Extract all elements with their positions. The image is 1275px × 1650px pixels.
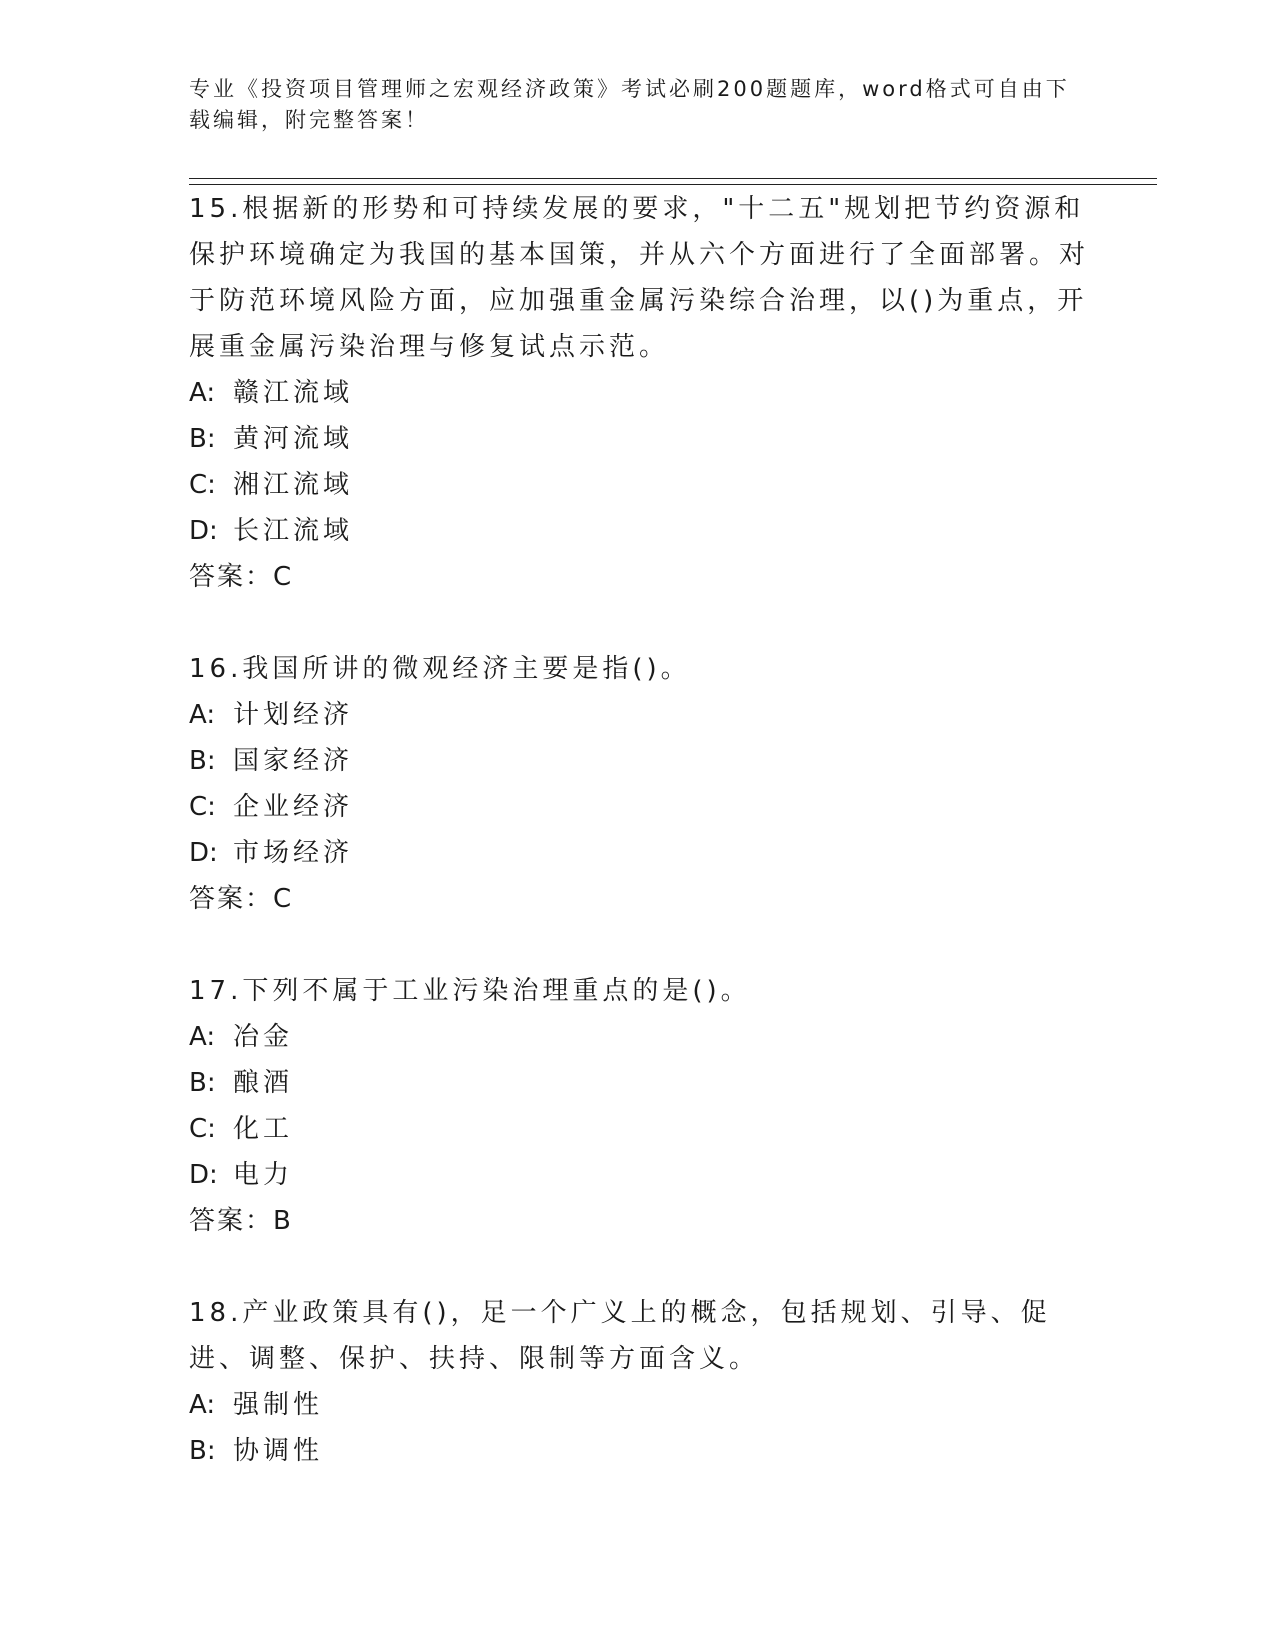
question-stem: 18.产业政策具有()，足一个广义上的概念，包括规划、引导、促进、调整、保护、扶持、限制等方面含义。: [189, 1298, 1051, 1374]
question-stem: 15.根据新的形势和可持续发展的要求，"十二五"规划把节约资源和保护环境确定为我国的基本国策，并从六个方面进行了全面部署。对于防范环境风险方面，应加强重金属污染综合治理，以()为重点，开展重金属污染治理与修复试点示范。: [189, 194, 1090, 362]
option-b: [189, 416, 1089, 462]
option-text: 湘江流域: [233, 470, 354, 500]
question-18: [189, 1290, 1089, 1474]
header-divider-top: [189, 178, 1157, 179]
option-d: [189, 1152, 1089, 1198]
option-key: C:: [189, 1114, 216, 1144]
option-d: [189, 508, 1089, 554]
option-key: A:: [189, 1390, 216, 1420]
option-a: [189, 1382, 1089, 1428]
option-c: [189, 784, 1089, 830]
option-text: 企业经济: [233, 792, 354, 822]
option-text: 赣江流域: [233, 378, 354, 408]
answer-line: 答案：C: [189, 562, 294, 592]
document-header: 专业《投资项目管理师之宏观经济政策》考试必刷200题题库，word格式可自由下载编辑，附完整答案！: [189, 77, 1070, 132]
question-16: [189, 646, 1089, 922]
option-b: [189, 1428, 1089, 1474]
option-key: A:: [189, 1022, 216, 1052]
option-key: C:: [189, 792, 216, 822]
option-d: [189, 830, 1089, 876]
option-key: D:: [189, 838, 218, 868]
option-text: 强制性: [233, 1390, 324, 1420]
option-key: D:: [189, 516, 218, 546]
question-17: [189, 968, 1089, 1244]
option-a: [189, 1014, 1089, 1060]
option-c: [189, 462, 1089, 508]
answer-line: 答案：B: [189, 1206, 293, 1236]
question-stem: 16.我国所讲的微观经济主要是指()。: [189, 654, 691, 684]
header-divider-bottom: [189, 184, 1157, 185]
option-a: [189, 370, 1089, 416]
option-key: B:: [189, 424, 216, 454]
option-text: 计划经济: [233, 700, 354, 730]
option-text: 长江流域: [233, 516, 354, 546]
option-text: 协调性: [233, 1436, 324, 1466]
option-text: 黄河流域: [233, 424, 354, 454]
option-text: 电力: [233, 1160, 294, 1190]
question-15: [189, 186, 1089, 600]
option-key: B:: [189, 1436, 216, 1466]
option-text: 冶金: [233, 1022, 294, 1052]
answer-line: 答案：C: [189, 884, 294, 914]
option-key: A:: [189, 700, 216, 730]
option-c: [189, 1106, 1089, 1152]
question-stem: 17.下列不属于工业污染治理重点的是()。: [189, 976, 751, 1006]
option-text: 化工: [233, 1114, 294, 1144]
option-text: 酿酒: [233, 1068, 294, 1098]
option-a: [189, 692, 1089, 738]
option-b: [189, 738, 1089, 784]
option-key: D:: [189, 1160, 218, 1190]
option-text: 市场经济: [233, 838, 354, 868]
option-key: C:: [189, 470, 216, 500]
option-b: [189, 1060, 1089, 1106]
option-key: B:: [189, 1068, 216, 1098]
question-list: [189, 186, 1089, 1520]
option-text: 国家经济: [233, 746, 354, 776]
option-key: B:: [189, 746, 216, 776]
option-key: A:: [189, 378, 216, 408]
